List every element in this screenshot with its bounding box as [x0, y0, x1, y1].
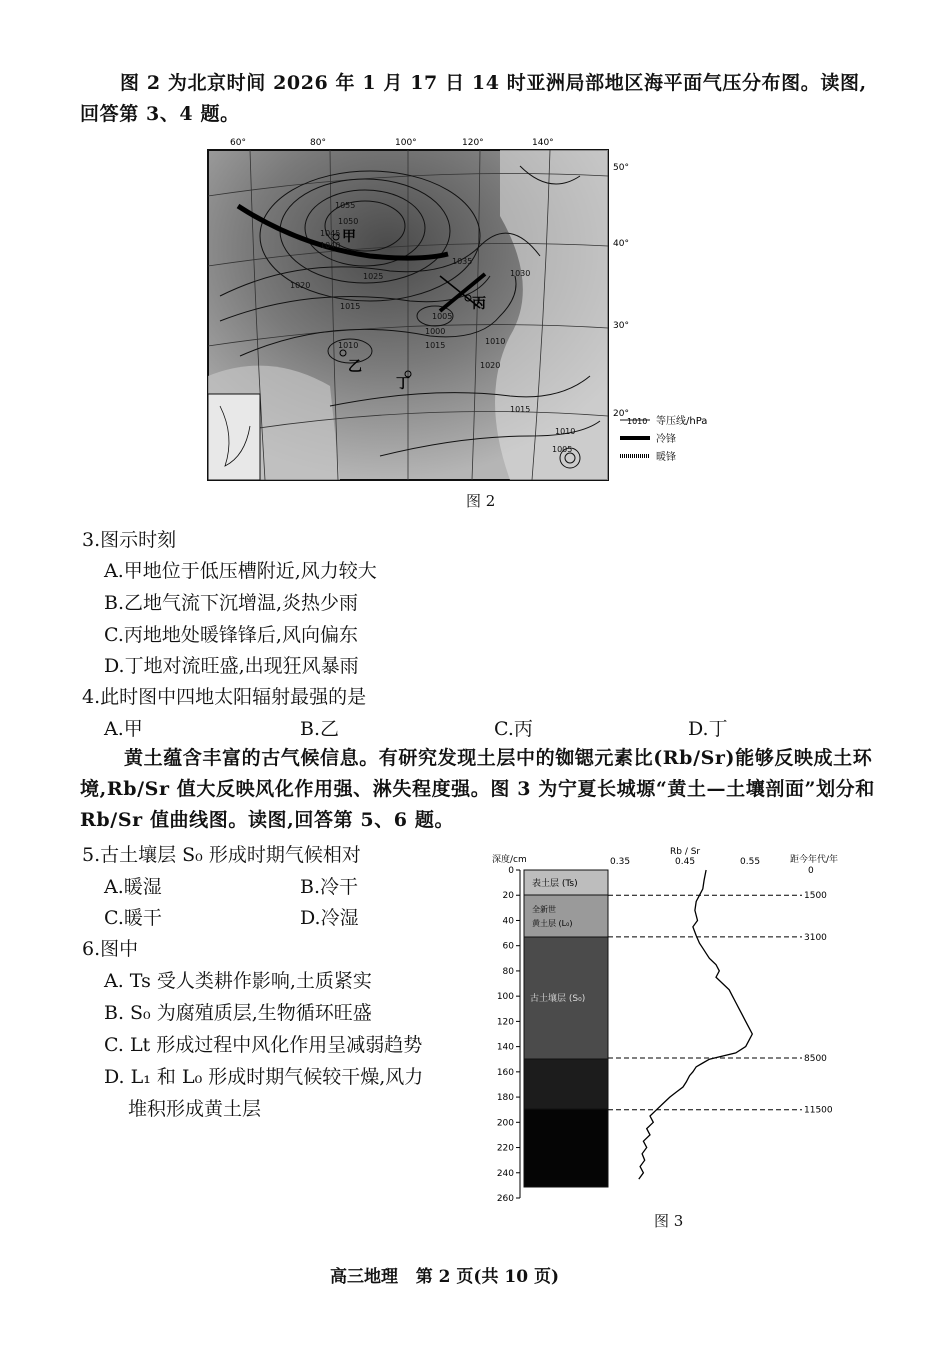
lat-50: 50° — [613, 163, 629, 173]
isobar-label: 1035 — [452, 257, 473, 266]
legend-isobar: 等压线/hPa — [656, 416, 708, 427]
lon-120: 120° — [462, 138, 484, 148]
isobar-label: 1030 — [510, 269, 531, 278]
depth-tick-label: 120 — [496, 1017, 514, 1028]
age-label: 8500 — [804, 1053, 827, 1064]
layer-s0-label: 古土壤层 (S₀) — [530, 994, 586, 1004]
depth-tick-label: 240 — [496, 1168, 514, 1179]
depth-tick-label: 180 — [496, 1093, 514, 1104]
q4-option-d[interactable]: D.丁 — [688, 718, 728, 740]
isobar-label: 1050 — [338, 217, 359, 226]
q5-stem: 5.古土壤层 S₀ 形成时期气候相对 — [82, 844, 361, 866]
depth-tick-label: 0 — [508, 866, 514, 876]
lat-40: 40° — [613, 239, 629, 249]
depth-axis-label: 深度/cm — [492, 855, 527, 865]
q5-option-b[interactable]: B.冷干 — [300, 876, 359, 898]
q6-option-d-cont: 堆积形成黄土层 — [128, 1098, 262, 1120]
q4-stem: 4.此时图中四地太阳辐射最强的是 — [82, 686, 367, 708]
depth-tick-label: 200 — [496, 1118, 514, 1129]
q3-option-d[interactable]: D.丁地对流旺盛,出现狂风暴雨 — [104, 655, 359, 677]
rbsr-tick: 0.45 — [675, 857, 696, 867]
place-ding: 丁 — [396, 376, 410, 392]
depth-tick-label: 80 — [502, 966, 514, 977]
lon-140: 140° — [532, 138, 554, 148]
q3-option-a[interactable]: A.甲地位于低压槽附近,风力较大 — [104, 560, 377, 582]
rbsr-curve — [639, 870, 753, 1179]
intro-fig2: 图 2 为北京时间 2026 年 1 月 17 日 14 时亚洲局部地区海平面气压分布图。读图,回答第 3、4 题。 — [80, 72, 867, 125]
age-label: 11500 — [804, 1105, 833, 1116]
isobar-label: 1010 — [338, 341, 359, 350]
lon-100: 100° — [395, 138, 417, 148]
isobar-label: 1055 — [335, 201, 356, 210]
isobar-label: 1015 — [340, 302, 361, 311]
layer-l0 — [524, 895, 608, 937]
layer-l0-label-a: 全新世 — [532, 905, 556, 914]
place-jia: 甲 — [342, 229, 356, 245]
depth-tick-label: 40 — [502, 916, 514, 927]
q6-option-b[interactable]: B. S₀ 为腐殖质层,生物循环旺盛 — [104, 1002, 372, 1024]
inset-map — [208, 394, 260, 480]
legend-cold: 冷锋 — [656, 434, 676, 445]
layer-l1 — [524, 1059, 608, 1109]
layer-bottom — [524, 1109, 608, 1187]
isobar-label: 1005 — [552, 445, 573, 454]
depth-tick-label: 260 — [496, 1194, 514, 1204]
depth-tick-label: 160 — [496, 1067, 514, 1078]
q4-option-a[interactable]: A.甲 — [104, 718, 143, 740]
lon-80: 80° — [310, 138, 326, 148]
isobar-label: 1015 — [425, 341, 446, 350]
q5-option-a[interactable]: A.暖湿 — [104, 876, 162, 898]
q6-option-d[interactable]: D. L₁ 和 L₀ 形成时期气候较干燥,风力 — [104, 1066, 424, 1088]
rbsr-tick: 0.55 — [740, 857, 761, 867]
q3-option-c[interactable]: C.丙地地处暖锋锋后,风向偏东 — [104, 624, 358, 646]
lon-60: 60° — [230, 138, 246, 148]
pressure-map — [180, 136, 920, 491]
q6-option-a[interactable]: A. Ts 受人类耕作影响,土质紧实 — [104, 970, 372, 992]
isobar-label: 1045 — [320, 229, 341, 238]
isobar-label: 1015 — [510, 405, 531, 414]
lat-20: 20° — [613, 409, 629, 419]
depth-tick-label: 60 — [502, 941, 514, 952]
age-axis-label: 距今年代/年 — [790, 855, 839, 865]
age-label: 0 — [808, 866, 814, 876]
q6-stem: 6.图中 — [82, 938, 139, 960]
q3-stem: 3.图示时刻 — [82, 529, 177, 551]
rbsr-profile-chart — [480, 840, 860, 1220]
isobar-label: 1025 — [363, 272, 384, 281]
intro-fig3: 黄土蕴含丰富的古气候信息。有研究发现土层中的铷锶元素比(Rb/Sr)能够反映成土环境,Rb/Sr 值大反映风化作用强、淋失程度强。图 3 为宁夏长城塬“黄土—土壤剖面”划分和 Rb/Sr 值曲线图。读图,回答第 5、6 题。 — [80, 747, 875, 831]
legend-warm: 暖锋 — [656, 452, 676, 463]
page-footer: 高三地理 第 2 页(共 10 页) — [330, 1267, 560, 1287]
isobar-label: 1020 — [480, 361, 501, 370]
legend-isobar-sample: 1010 — [627, 417, 648, 426]
fig3-caption: 图 3 — [654, 1212, 684, 1230]
isobar-label: 1005 — [432, 312, 453, 321]
layer-l0-label-b: 黄土层 (L₀) — [532, 919, 573, 928]
isobar-label: 1010 — [485, 337, 506, 346]
place-bing: 丙 — [472, 296, 486, 312]
isobar-label: 1020 — [290, 281, 311, 290]
rbsr-axis-label: Rb / Sr — [670, 847, 701, 857]
q5-option-d[interactable]: D.冷湿 — [300, 907, 359, 929]
depth-tick-label: 140 — [496, 1042, 514, 1053]
q4-option-c[interactable]: C.丙 — [494, 718, 533, 740]
q3-option-b[interactable]: B.乙地气流下沉增温,炎热少雨 — [104, 592, 359, 614]
rbsr-tick: 0.35 — [610, 857, 631, 867]
q4-option-b[interactable]: B.乙 — [300, 718, 340, 740]
age-label: 3100 — [804, 932, 827, 943]
isobar-label: 1010 — [555, 427, 576, 436]
depth-tick-label: 100 — [496, 992, 514, 1003]
q5-option-c[interactable]: C.暖干 — [104, 907, 162, 929]
depth-tick-label: 20 — [502, 891, 514, 902]
isobar-label: 1000 — [425, 327, 446, 336]
depth-tick-label: 220 — [496, 1143, 514, 1154]
isobar-label: 1040 — [320, 241, 341, 250]
age-label: 1500 — [804, 891, 827, 902]
lat-30: 30° — [613, 321, 629, 331]
place-yi: 乙 — [348, 359, 362, 375]
fig2-caption: 图 2 — [466, 492, 496, 510]
layer-ts-label: 表土层 (Ts) — [532, 879, 578, 889]
q6-option-c[interactable]: C. Lt 形成过程中风化作用呈减弱趋势 — [104, 1034, 423, 1056]
